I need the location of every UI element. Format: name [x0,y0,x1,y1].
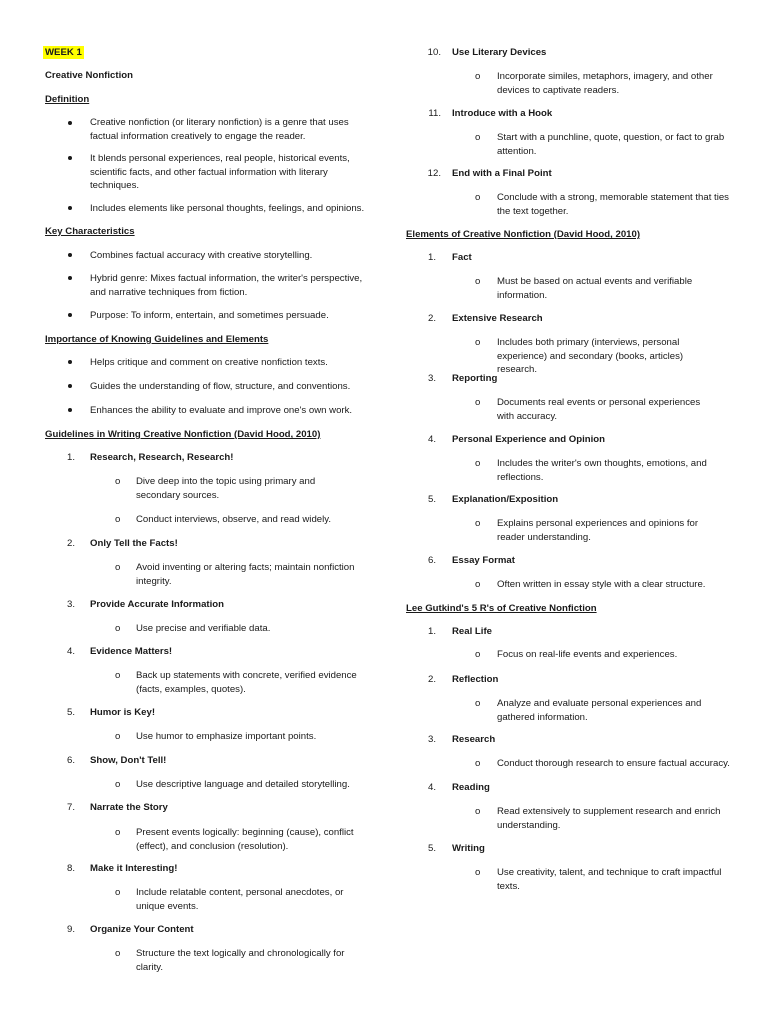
definition-heading: Definition [45,94,90,105]
bullet-icon [68,313,72,317]
sub-bullet-icon: o [115,476,121,487]
list-number: 9. [66,924,75,935]
list-number: 10. [427,47,441,58]
list-number: 12. [427,168,441,179]
element-title: Extensive Research [452,313,543,324]
bullet-icon [68,360,72,364]
sub-bullet-icon: o [115,731,121,742]
gutkind-title: Reading [452,782,490,793]
key-item: Hybrid genre: Mixes factual information, the writer's perspective, and narrative techniques from fiction. [90,273,363,298]
definition-item: Creative nonfiction (or literary nonfiction) is a genre that uses factual information creatively to engage the reader. [90,117,349,142]
list-number: 8. [66,863,75,874]
element-detail: Must be based on actual events and verifiable information. [497,276,693,301]
list-number: 2. [427,313,436,324]
list-number: 1. [427,626,436,637]
sub-bullet-icon: o [475,192,481,203]
list-number: 11. [428,108,441,119]
list-number: 4. [427,782,436,793]
guideline-detail: Start with a punchline, quote, question, or fact to grab attention. [497,132,725,157]
gutkind-title: Reflection [452,674,499,685]
gutkind-title: Writing [452,843,485,854]
guideline-title: Organize Your Content [90,924,194,935]
bullet-icon [68,121,72,125]
element-detail: Often written in essay style with a clear structure. [497,579,706,590]
key-characteristics-heading: Key Characteristics [45,226,135,237]
element-title: Reporting [452,373,498,384]
key-item: Combines factual accuracy with creative storytelling. [90,250,313,261]
sub-bullet-icon: o [475,397,481,408]
guideline-detail: Avoid inventing or altering facts; maintain nonfiction integrity. [136,562,355,587]
sub-bullet-icon: o [115,827,121,838]
sub-bullet-icon: o [475,276,481,287]
element-title: Essay Format [452,555,515,566]
guideline-detail: Incorporate similes, metaphors, imagery, and other devices to captivate readers. [497,71,713,96]
guideline-detail: Dive deep into the topic using primary and secondary sources. [136,476,316,501]
guideline-title: Humor is Key! [90,707,156,718]
definition-item: Includes elements like personal thoughts, feelings, and opinions. [90,203,365,214]
guideline-detail: Use descriptive language and detailed storytelling. [136,779,350,790]
sub-bullet-icon: o [475,579,481,590]
guideline-title: Narrate the Story [90,802,168,813]
list-number: 1. [66,452,75,463]
guideline-detail: Use precise and verifiable data. [136,623,271,634]
importance-item: Enhances the ability to evaluate and improve one's own work. [90,405,353,416]
bullet-icon [68,253,72,257]
guideline-title: Introduce with a Hook [452,108,553,119]
element-detail: Includes both primary (interviews, personal experience) and secondary (books, articles) research. [497,337,684,375]
guideline-title: Show, Don't Tell! [90,755,167,766]
sub-bullet-icon: o [475,867,481,878]
sub-bullet-icon: o [115,670,121,681]
list-number: 1. [427,252,436,263]
bullet-icon [68,206,72,210]
gutkind-detail: Use creativity, talent, and technique to craft impactful texts. [497,867,722,892]
bullet-icon [68,408,72,412]
list-number: 4. [427,434,436,445]
definition-item: It blends personal experiences, real people, historical events, scientific facts, and other factual information with literary techniques. [90,153,350,191]
sub-bullet-icon: o [115,779,121,790]
gutkind-title: Research [452,734,496,745]
sub-bullet-icon: o [475,698,481,709]
element-title: Fact [452,252,472,263]
importance-item: Helps critique and comment on creative nonfiction texts. [90,357,328,368]
list-number: 7. [66,802,75,813]
sub-bullet-icon: o [475,458,481,469]
guidelines-heading: Guidelines in Writing Creative Nonfiction (David Hood, 2010) [45,429,321,440]
gutkind-detail: Conduct thorough research to ensure factual accuracy. [497,758,730,769]
gutkind-title: Real Life [452,626,492,637]
element-title: Explanation/Exposition [452,494,559,505]
importance-item: Guides the understanding of flow, structure, and conventions. [90,381,351,392]
guideline-title: Provide Accurate Information [90,599,224,610]
list-number: 3. [427,734,436,745]
bullet-icon [68,276,72,280]
guideline-title: Only Tell the Facts! [90,538,178,549]
guideline-title: Use Literary Devices [452,47,547,58]
sub-bullet-icon: o [475,71,481,82]
guideline-detail: Include relatable content, personal anecdotes, or unique events. [136,887,344,912]
list-number: 5. [427,843,436,854]
elements-heading: Elements of Creative Nonfiction (David Hood, 2010) [406,229,641,240]
list-number: 4. [66,646,75,657]
guideline-detail: Present events logically: beginning (cause), conflict (effect), and conclusion (resolution). [136,827,354,852]
element-title: Personal Experience and Opinion [452,434,606,445]
week-label [45,46,84,60]
sub-bullet-icon: o [475,806,481,817]
gutkind-detail: Read extensively to supplement research and enrich understanding. [497,806,721,831]
gutkind-detail: Focus on real-life events and experiences. [497,649,678,660]
sub-bullet-icon: o [115,562,121,573]
topic-title: Creative Nonfiction [45,70,133,81]
gutkind-detail: Analyze and evaluate personal experiences and gathered information. [497,698,702,723]
key-item: Purpose: To inform, entertain, and sometimes persuade. [90,310,329,321]
list-number: 2. [66,538,75,549]
element-detail: Documents real events or personal experiences with accuracy. [497,397,701,422]
guideline-title: Make it Interesting! [90,863,178,874]
element-detail: Includes the writer's own thoughts, emotions, and reflections. [497,458,707,483]
sub-bullet-icon: o [475,337,481,348]
guideline-title: Evidence Matters! [90,646,173,657]
sub-bullet-icon: o [115,623,121,634]
gutkind-heading: Lee Gutkind's 5 R's of Creative Nonfiction [406,603,597,614]
guideline-detail: Use humor to emphasize important points. [136,731,317,742]
bullet-icon [68,384,72,388]
sub-bullet-icon: o [115,887,121,898]
list-number: 6. [66,755,75,766]
list-number: 3. [66,599,75,610]
sub-bullet-icon: o [475,758,481,769]
list-number: 5. [66,707,75,718]
guideline-title: End with a Final Point [452,168,552,179]
sub-bullet-icon: o [475,649,481,660]
element-detail: Explains personal experiences and opinions for reader understanding. [497,518,699,543]
sub-bullet-icon: o [475,132,481,143]
week-highlight: WEEK 1 [45,47,82,58]
guideline-title: Research, Research, Research! [90,452,234,463]
list-number: 6. [427,555,436,566]
guideline-detail: Back up statements with concrete, verified evidence (facts, examples, quotes). [136,670,357,695]
guideline-detail: Conduct interviews, observe, and read widely. [136,514,331,525]
list-number: 3. [427,373,436,384]
guideline-detail: Structure the text logically and chronologically for clarity. [136,948,345,973]
sub-bullet-icon: o [115,514,121,525]
sub-bullet-icon: o [475,518,481,529]
guideline-detail: Conclude with a strong, memorable statement that ties the text together. [497,192,729,217]
list-number: 5. [427,494,436,505]
bullet-icon [68,156,72,160]
importance-heading: Importance of Knowing Guidelines and Elements [45,334,269,345]
list-number: 2. [427,674,436,685]
sub-bullet-icon: o [115,948,121,959]
